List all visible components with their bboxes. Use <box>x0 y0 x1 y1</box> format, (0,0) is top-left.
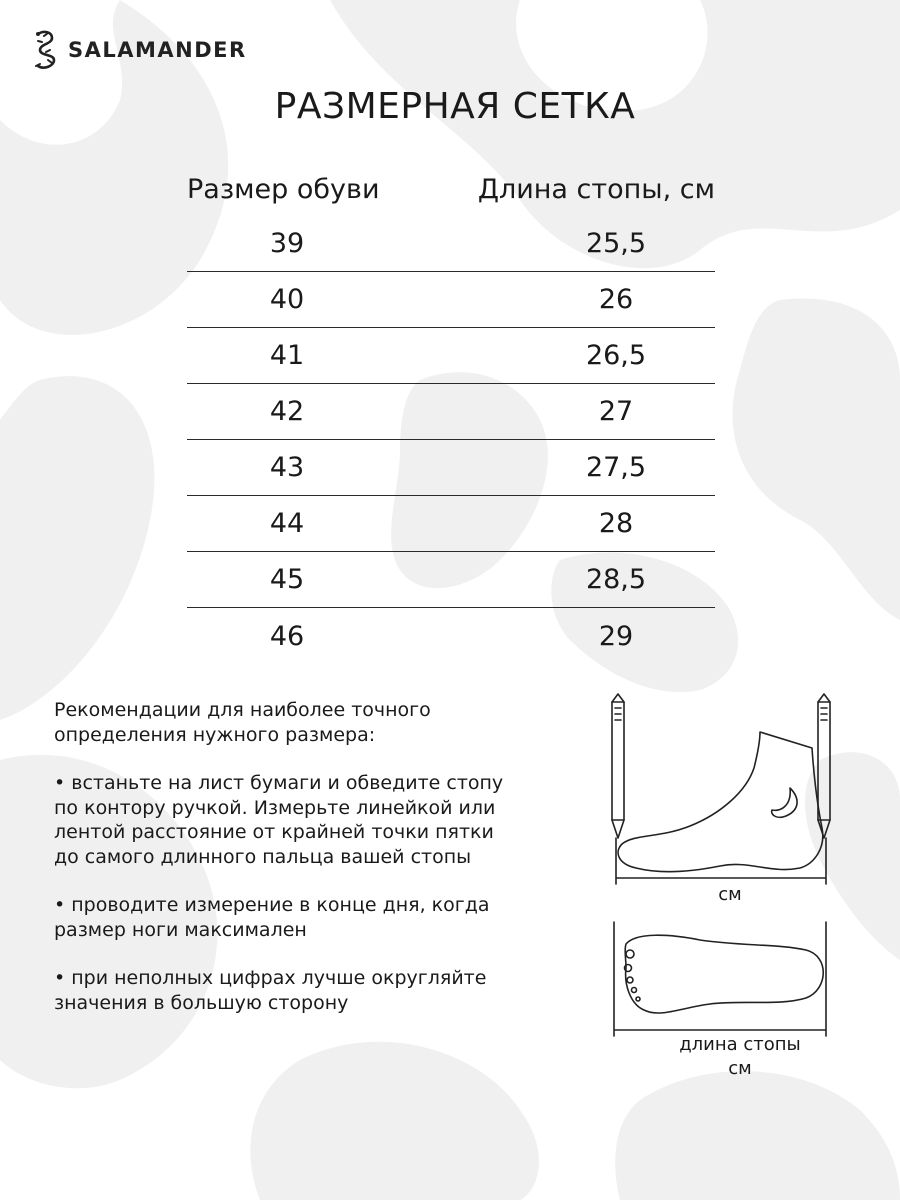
table-row <box>187 440 715 496</box>
size-cell: 40 <box>269 284 305 315</box>
size-table <box>187 168 715 664</box>
table-row <box>187 608 715 664</box>
recommendation-item: • при неполных цифрах лучше округляйте значения в большую сторону <box>54 967 487 1014</box>
pencil-left-icon <box>612 694 624 838</box>
length-cell: 29 <box>598 620 634 652</box>
length-cell: 28,5 <box>585 564 647 595</box>
foot-side-icon <box>618 732 823 872</box>
brand-name: SALAMANDER <box>68 38 247 62</box>
recommendation-item: • проводите измерение в конце дня, когда размер ноги максимален <box>54 894 490 941</box>
recommendations-intro: Рекомендации для наиболее точного определения нужного размера: <box>54 699 431 746</box>
sole-label-line1: длина стопы <box>679 1034 801 1055</box>
table-row <box>187 272 715 328</box>
size-cell: 45 <box>269 564 305 595</box>
page-title: РАЗМЕРНАЯ СЕТКА <box>274 86 636 127</box>
size-cell: 46 <box>269 620 305 652</box>
side-unit-label: см <box>718 884 742 905</box>
table-row <box>187 552 715 608</box>
size-cell: 42 <box>269 396 305 427</box>
recommendation-item: • встаньте на лист бумаги и обведите стопу по контору ручкой. Измерьте линейкой или лентой расстояние от крайней точки пятки до самого длинного пальца вашей стопы <box>54 772 504 868</box>
measurement-diagram <box>600 688 860 1088</box>
recommendations <box>54 698 524 1039</box>
table-row <box>187 328 715 384</box>
salamander-icon <box>30 28 62 72</box>
size-cell: 39 <box>269 228 305 259</box>
length-cell: 27,5 <box>585 452 647 483</box>
size-cell: 41 <box>269 340 305 371</box>
table-row <box>187 496 715 552</box>
size-cell: 44 <box>269 508 305 539</box>
table-row <box>187 384 715 440</box>
length-cell: 27 <box>598 396 634 427</box>
length-cell: 25,5 <box>585 228 647 259</box>
length-cell: 26,5 <box>585 340 647 371</box>
table-row <box>187 216 715 272</box>
length-cell: 28 <box>598 508 634 539</box>
header-shoe-size: Размер обуви <box>187 173 380 205</box>
sole-label-line2: см <box>728 1058 752 1079</box>
brand-logo <box>30 28 247 72</box>
table-header <box>187 168 715 210</box>
length-cell: 26 <box>598 284 634 315</box>
foot-sole-icon <box>625 935 823 1013</box>
size-cell: 43 <box>269 452 305 483</box>
header-foot-length: Длина стопы, см <box>477 173 715 205</box>
